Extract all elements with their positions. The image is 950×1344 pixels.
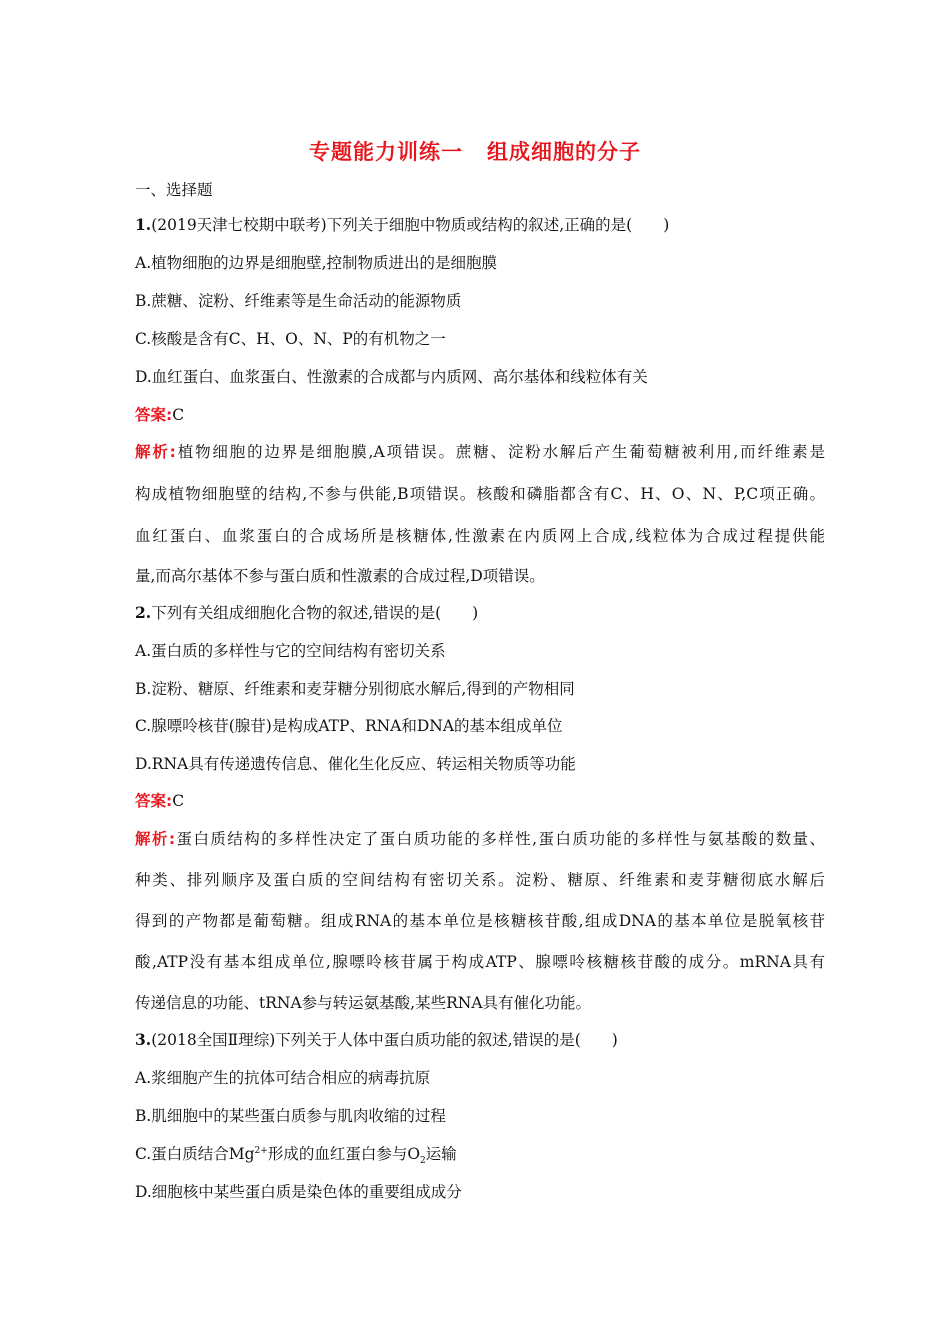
title-part1: 专题能力训练一 [309, 140, 463, 164]
q3-option-d: D.细胞核中某些蛋白质是染色体的重要组成成分 [135, 1183, 462, 1201]
q2-analysis-line-5: 传递信息的功能、tRNA参与转运氨基酸,某些RNA具有催化功能。 [135, 994, 592, 1012]
section-heading: 一、选择题 [135, 181, 213, 199]
q2-analysis-line-4: 酸,ATP没有基本组成单位,腺嘌呤核苷属于构成ATP、腺嘌呤核糖核苷酸的成分。mRNA具有 [135, 953, 825, 971]
q1-analysis-label: 解析: [135, 443, 176, 461]
q1-stem-text: (2019天津七校期中联考)下列关于细胞中物质或结构的叙述,正确的是( ) [151, 216, 670, 234]
q1-analysis-line-1 [135, 442, 825, 462]
q3-option-c-pre: C.蛋白质结合Mg [135, 1145, 255, 1163]
q2-answer-value: C [172, 792, 185, 810]
q2-analysis-text-1: 蛋白质结构的多样性决定了蛋白质功能的多样性,蛋白质功能的多样性与氨基酸的数量、 [175, 830, 825, 848]
q1-answer-label: 答案: [135, 406, 173, 424]
q3-stem-text: (2018全国Ⅱ理综)下列关于人体中蛋白质功能的叙述,错误的是( ) [151, 1031, 618, 1049]
q1-option-a: A.植物细胞的边界是细胞壁,控制物质进出的是细胞膜 [135, 254, 498, 272]
q1-answer-value: C [172, 406, 185, 424]
q3-number: 3. [135, 1030, 152, 1049]
q2-option-b: B.淀粉、糖原、纤维素和麦芽糖分别彻底水解后,得到的产物相同 [135, 680, 575, 698]
q2-stem-text: 下列有关组成细胞化合物的叙述,错误的是( ) [151, 604, 479, 622]
q3-stem [135, 1030, 825, 1050]
q1-option-d: D.血红蛋白、血浆蛋白、性激素的合成都与内质网、高尔基体和线粒体有关 [135, 368, 648, 386]
q2-analysis-label: 解析: [135, 830, 176, 848]
q3-option-c [135, 1144, 825, 1167]
q3-option-c-post: 运输 [425, 1145, 457, 1163]
page-title [0, 136, 950, 166]
q2-option-c: C.腺嘌呤核苷(腺苷)是构成ATP、RNA和DNA的基本组成单位 [135, 717, 563, 735]
q1-analysis-line-3: 血红蛋白、血浆蛋白的合成场所是核糖体,性激素在内质网上合成,线粒体为合成过程提供能 [135, 527, 825, 545]
q2-analysis-line-2: 种类、排列顺序及蛋白质的空间结构有密切关系。淀粉、糖原、纤维素和麦芽糖彻底水解后 [135, 871, 825, 889]
q3-option-b: B.肌细胞中的某些蛋白质参与肌肉收缩的过程 [135, 1107, 446, 1125]
q2-analysis-line-1 [135, 829, 825, 849]
q3-option-c-superscript: 2+ [254, 1145, 268, 1156]
q1-number: 1. [135, 215, 152, 234]
q3-option-c-subscript: 2 [420, 1156, 426, 1167]
q2-option-a: A.蛋白质的多样性与它的空间结构有密切关系 [135, 642, 446, 660]
q1-stem [135, 215, 825, 235]
q1-answer [135, 405, 825, 425]
q2-option-d: D.RNA具有传递遗传信息、催化生化反应、转运相关物质等功能 [135, 755, 576, 773]
q1-option-c: C.核酸是含有C、H、O、N、P的有机物之一 [135, 330, 446, 348]
q3-option-c-mid: 形成的血红蛋白参与O [267, 1145, 421, 1163]
q2-answer-label: 答案: [135, 792, 173, 810]
q2-analysis-line-3: 得到的产物都是葡萄糖。组成RNA的基本单位是核糖核苷酸,组成DNA的基本单位是脱氧核苷 [135, 912, 825, 930]
q2-answer [135, 791, 825, 811]
q1-analysis-line-4: 量,而高尔基体不参与蛋白质和性激素的合成过程,D项错误。 [135, 567, 545, 585]
title-part2: 组成细胞的分子 [487, 140, 641, 164]
q3-option-a: A.浆细胞产生的抗体可结合相应的病毒抗原 [135, 1069, 431, 1087]
q2-number: 2. [135, 603, 152, 622]
q1-analysis-line-2: 构成植物细胞壁的结构,不参与供能,B项错误。核酸和磷脂都含有C、H、O、N、P,C项正确。 [135, 485, 825, 503]
q1-analysis-text-1: 植物细胞的边界是细胞膜,A项错误。蔗糖、淀粉水解后产生葡萄糖被利用,而纤维素是 [175, 443, 825, 461]
q2-stem [135, 603, 825, 623]
q1-option-b: B.蔗糖、淀粉、纤维素等是生命活动的能源物质 [135, 292, 462, 310]
